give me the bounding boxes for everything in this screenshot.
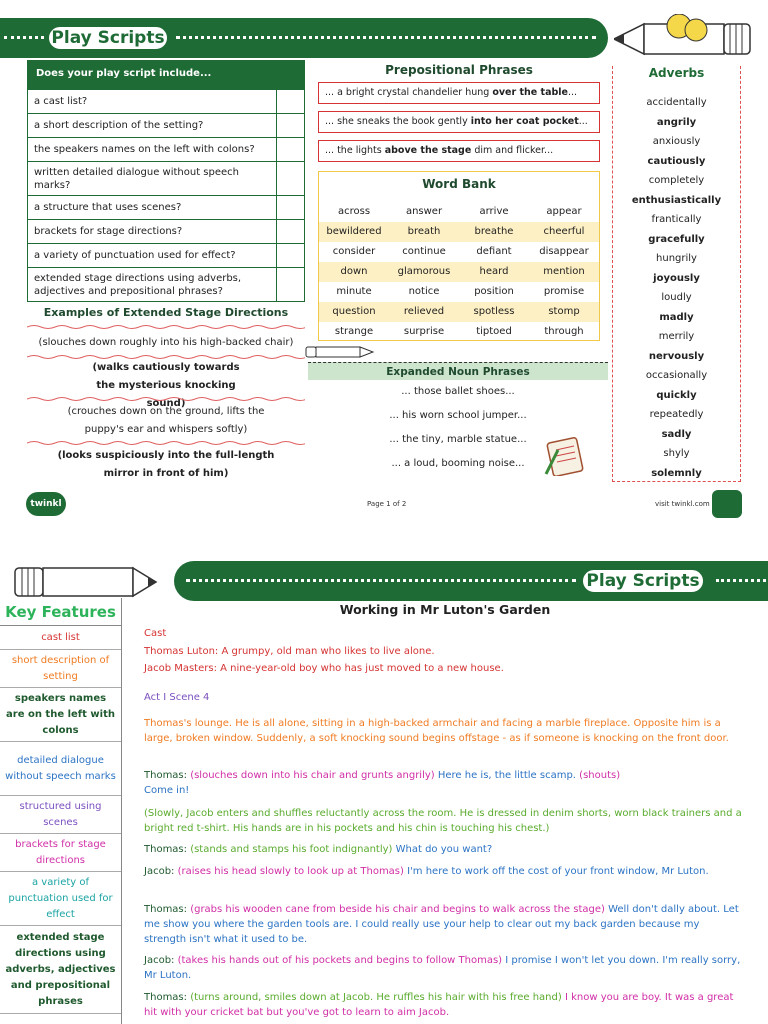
prepositional-phrase: ... the lights above the stage dim and flicker... [318,140,600,162]
adverb-item: nervously [648,350,705,362]
adverb-item: solemnly [651,467,702,479]
word-bank-word: down [319,262,389,282]
quality-badge-icon [712,490,742,518]
key-features-list [0,626,121,1014]
key-features-title: Key Features [0,598,121,626]
word-bank-word: disappear [539,246,589,257]
adverb-item: hungrily [656,253,697,264]
checklist-text: the speakers names on the left with colons? [34,144,255,155]
checkbox[interactable] [276,196,304,219]
pencil-icon [14,564,158,600]
adverb-item: merrily [658,331,695,342]
word-bank-word: question [319,302,389,322]
script-line: Jacob: (raises his head slowly to look up at Thomas) I'm here to work off the cost of your front window, Mr Luton. [144,866,709,877]
page-number: Page 1 of 2 [367,500,407,508]
script-line: Thomas: (turns around, smiles down at Jacob. He ruffles his hair with his free hand) I know you are boy. It was a great hit with your cricket bat but you've got to learn to aim Jacob. [144,992,734,1018]
checkbox[interactable] [276,268,304,301]
checklist-text: a variety of punctuation used for effect? [34,250,236,261]
example-direction: (slouches down roughly into his high-backed chair) [38,337,294,348]
checkbox[interactable] [276,138,304,161]
noun-phrase: ... those ballet shoes... [401,386,515,397]
key-feature-item: extended stage directions using adverbs, adjectives and prepositional phrases [0,926,121,1014]
script-line: Thomas: (grabs his wooden cane from beside his chair and begins to walk across the stage) Well don't dally about. Let me show you where the garden tools are. I could really use your help to clear out my back garden because my strength isn't what it used to be. [144,904,739,945]
adverb-item: frantically [651,214,702,225]
word-bank-word: bewildered [319,222,389,242]
word-bank-word: strange [334,326,374,337]
adverb-item: completely [648,175,705,186]
word-bank-word: position [474,286,514,297]
adverb-item: enthusiastically [631,194,722,206]
prepositional-title: Prepositional Phrases [385,63,533,77]
adverb-item: shyly [663,448,690,459]
notepad-icon [544,436,588,476]
adverb-item: joyously [653,272,700,284]
checkbox[interactable] [276,90,304,113]
adverbs-list [613,93,740,483]
key-feature-item: cast list [0,626,121,650]
wavy-divider [27,396,305,402]
adverb-item: angrily [656,116,697,128]
noun-phrase: ... a loud, booming noise... [391,458,525,469]
word-bank-word: through [544,326,584,337]
page1-banner [0,18,608,58]
scene-heading: Act I Scene 4 [144,692,210,703]
adverb-item: occasionally [645,370,708,381]
checkbox[interactable] [276,244,304,267]
checklist-text: brackets for stage directions? [34,226,183,237]
script-line: Jacob: (takes his hands out of his pockets and begins to follow Thomas) I promise I won't let you down. I'm really sorry, Mr Luton. [144,955,741,981]
key-feature-item: short description of setting [0,650,121,688]
checklist-row [28,113,304,137]
key-feature-item: a variety of punctuation used for effect [0,872,121,926]
word-bank-word: relieved [389,302,459,322]
word-bank-word: across [337,206,371,217]
adverb-item: anxiously [652,136,701,147]
noun-phrase: ... his worn school jumper... [389,410,527,421]
pencil-icon [614,14,754,64]
checklist-row [28,137,304,161]
word-bank-word: appear [546,206,582,217]
word-bank-title: Word Bank [422,177,496,191]
word-bank-word: breathe [459,222,529,242]
word-bank-word: minute [336,286,372,297]
word-bank-word: consider [332,246,376,257]
word-bank-word: surprise [403,326,445,337]
prepositional-phrase: ... a bright crystal chandelier hung over the table... [318,82,600,104]
word-bank-word: promise [543,286,585,297]
site-link[interactable]: visit twinkl.com [655,500,710,508]
key-feature-item: speakers names are on the left with colons [0,688,121,742]
adverbs-panel [612,66,741,482]
adverbs-title: Adverbs [613,66,740,80]
checklist-text: a short description of the setting? [34,120,204,131]
word-bank-word: tiptoed [476,326,512,337]
example-direction: (crouches down on the ground, lifts the puppy's ear and whispers softly) [67,406,265,435]
wavy-divider [27,440,305,446]
adverb-item: loudly [661,292,692,303]
word-bank-word: heard [459,262,529,282]
script-title: Working in Mr Luton's Garden [339,602,551,617]
prepositional-phrase: ... she sneaks the book gently into her coat pocket... [318,111,600,133]
word-bank [318,171,600,341]
word-bank-word: defiant [476,246,512,257]
word-bank-word: breath [389,222,459,242]
setting-description: Thomas's lounge. He is all alone, sitting in a high-backed armchair and facing a marble fireplace. Opposite him is a large, broken window. Suddenly, a soft knocking sound begins offstage - as if someone is knocking on the front door. [144,718,729,744]
adverb-item: accidentally [646,97,707,108]
checklist-row [28,267,304,301]
key-feature-item: detailed dialogue without speech marks [0,742,121,796]
word-bank-word: cheerful [529,222,599,242]
checklist-row [28,243,304,267]
adverb-item: quickly [656,389,697,401]
checklist-row [28,89,304,113]
checkbox[interactable] [276,162,304,195]
noun-phrase: ... the tiny, marble statue... [389,434,527,445]
cast-member: Thomas Luton: A grumpy, old man who likes to live alone. [144,646,435,657]
example-direction: (looks suspiciously into the full-length mirror in front of him) [57,450,275,479]
cast-member: Jacob Masters: A nine-year-old boy who has just moved to a new house. [144,663,504,674]
word-bank-word: notice [408,286,440,297]
checklist-row [28,195,304,219]
twinkl-logo: twinkl [26,492,66,516]
key-feature-item: structured using scenes [0,796,121,834]
script-line: Thomas: (stands and stamps his foot indignantly) What do you want? [144,844,493,855]
wavy-divider [27,324,305,330]
word-bank-word: arrive [479,206,509,217]
checklist-text: written detailed dialogue without speech marks? [34,166,239,191]
checklist-row [28,161,304,195]
key-feature-item: brackets for stage directions [0,834,121,872]
banner-dots [186,579,576,583]
word-bank-word: continue [402,246,446,257]
adverb-item: cautiously [647,155,706,167]
cast-label: Cast [144,628,167,639]
pencil-icon [305,345,375,359]
word-bank-grid [319,202,599,342]
script-line: Thomas: (slouches down into his chair and grunts angrily) Here he is, the little scamp. (shouts) Come in! [144,770,621,796]
examples-title: Examples of Extended Stage Directions [43,306,289,319]
checklist-text: a cast list? [34,96,88,107]
adverb-item: repeatedly [649,409,704,420]
checklist [27,60,305,302]
script-line: (Slowly, Jacob enters and shuffles reluctantly across the room. He is dressed in denim shorts, worn black trainers and a bright red t-shirt. His hands are in his pockets and his chin is touching his chest.) [144,808,742,834]
word-bank-word: stomp [529,302,599,322]
word-bank-word: glamorous [389,262,459,282]
word-bank-word: mention [529,262,599,282]
word-bank-word: spotless [459,302,529,322]
adverb-item: sadly [661,428,692,440]
checklist-text: a structure that uses scenes? [34,202,182,213]
banner-dots [176,36,596,40]
adverb-item: gracefully [648,233,705,245]
key-features-panel [0,598,122,1024]
checklist-header: Does your play script include... [28,61,304,89]
banner-dots [716,579,766,583]
checkbox[interactable] [276,114,304,137]
checkbox[interactable] [276,220,304,243]
checklist-row [28,219,304,243]
noun-phrases-title: Expanded Noun Phrases [308,362,608,380]
banner-dots [4,36,44,40]
page2-banner [174,561,768,601]
word-bank-word: answer [405,206,443,217]
adverb-item: madly [659,311,694,323]
page2-title: Play Scripts [580,567,706,595]
page1-title: Play Scripts [46,24,170,52]
checklist-text: extended stage directions using adverbs, adjectives and prepositional phrases? [34,272,242,297]
example-direction: (walks cautiously towards the mysterious knocking sound) [92,362,240,409]
